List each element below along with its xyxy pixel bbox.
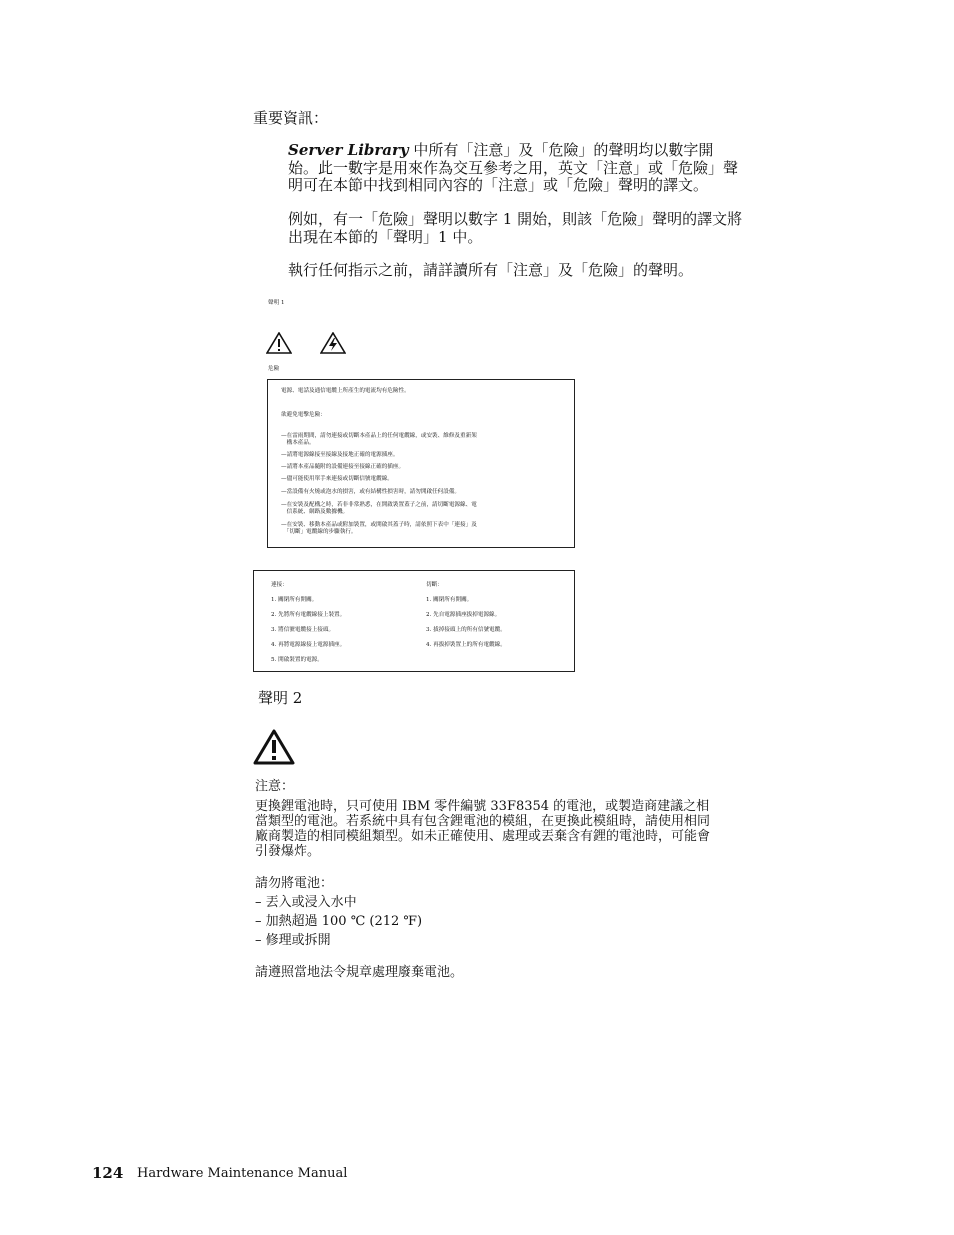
warning-triangle-icon: [253, 729, 295, 765]
intro-line-5: 出現在本節的「聲明」1 中。: [288, 228, 483, 246]
connect-step: 4. 再將電源線接上電源插座。: [271, 642, 346, 648]
danger-line: —在雷雨期間，請勿連接或切斷本產品上的任何電纜線，或安裝、維修及重新架: [281, 433, 477, 439]
list-item: – 加熱超過 100 ℃ (212 ℉): [255, 914, 423, 929]
danger-line: —當設備有火燒或泡水的損害，或有結構性損害時，請勿開啟任何設備。: [281, 489, 461, 495]
caution-line-3: 廠商製造的相同模組類型。如未正確使用、處理或丟棄含有鋰的電池時，可能會: [255, 829, 711, 844]
caution-line-4: 引發爆炸。: [255, 844, 321, 859]
danger-label: 危險: [268, 366, 280, 372]
do-not-label: 請勿將電池：: [255, 876, 334, 891]
server-library-title: Server Library: [288, 141, 409, 159]
intro-line-2: 始。此一數字是用來作為交互參考之用，英文「注意」或「危險」聲: [288, 159, 739, 177]
connect-step: 5. 開啟裝置的電源。: [271, 657, 323, 663]
statement-1-label: 聲明 1: [268, 300, 285, 306]
disconnect-step: 3. 拔掉接頭上的所有信號電纜。: [426, 627, 506, 633]
caution-line-2: 當類型的電池。若系統中具有包含鋰電池的模組，在更換此模組時，請使用相同: [255, 814, 711, 829]
page-number: 124: [92, 1164, 124, 1182]
danger-line: 「切斷」電纜線的步驟執行。: [281, 529, 357, 535]
connect-step: 1. 關閉所有開關。: [271, 597, 318, 603]
danger-line: —請將本產品隨附的設備連接至接線正確的插座。: [281, 464, 405, 470]
list-item: – 丟入或浸入水中: [255, 895, 357, 910]
danger-line: —在安裝及配構之時，若非非常熟悉，在開啟裝置蓋子之前，請切斷電源線、電: [281, 502, 477, 508]
warning-triangle-icon: [266, 332, 292, 354]
danger-box: [267, 379, 575, 548]
danger-line: —儘可能使用單手來連接或切斷信號電纜線。: [281, 476, 393, 482]
intro-line-1-text: 中所有「注意」及「危險」的聲明均以數字開: [408, 141, 714, 159]
intro-line-1: [288, 142, 713, 159]
list-item: – 修理或拆開: [255, 933, 331, 948]
connect-step: 3. 將信號電纜接上接頭。: [271, 627, 335, 633]
intro-line-3: 明可在本節中找到相同內容的「注意」或「危險」聲明的譯文。: [288, 176, 709, 194]
page-heading: 重要資訊：: [253, 109, 329, 127]
caution-label: 注意：: [255, 779, 295, 794]
danger-line: —在安裝、移動本產品或附加裝置，或開啟其蓋子時，請依照下表中「連接」及: [281, 522, 477, 528]
connect-disconnect-table: [253, 570, 575, 672]
disconnect-step: 1. 關閉所有開關。: [426, 597, 473, 603]
danger-line: 構本產品。: [281, 440, 315, 446]
connect-step: 2. 先將所有電纜線接上裝置。: [271, 612, 346, 618]
manual-title: Hardware Maintenance Manual: [137, 1166, 348, 1181]
dispose-note: 請遵照當地法令規章處理廢棄電池。: [255, 965, 464, 980]
danger-line: 欲避免電擊危險：: [281, 412, 326, 418]
connect-header: 連接：: [271, 582, 288, 588]
danger-line: 信系統、網路及數據機。: [281, 509, 349, 515]
electrical-hazard-icon: [320, 332, 346, 354]
intro-line-6: 執行任何指示之前，請詳讀所有「注意」及「危險」的聲明。: [288, 261, 694, 279]
disconnect-step: 2. 先自電源插座拔掉電源線。: [426, 612, 501, 618]
danger-line: 電源、電話及通信電纜上所產生的電流均有危險性。: [281, 388, 410, 394]
disconnect-header: 切斷：: [426, 582, 443, 588]
caution-line-1: 更換鋰電池時，只可使用 IBM 零件編號 33F8354 的電池，或製造商建議之相: [255, 799, 710, 814]
danger-line: —請將電源線接至接線及接地正確的電源插座。: [281, 452, 399, 458]
statement-2-label: 聲明 2: [258, 689, 303, 707]
intro-line-4: 例如，有一「危險」聲明以數字 1 開始，則該「危險」聲明的譯文將: [288, 210, 743, 228]
disconnect-step: 4. 再拔掉裝置上的所有電纜線。: [426, 642, 506, 648]
